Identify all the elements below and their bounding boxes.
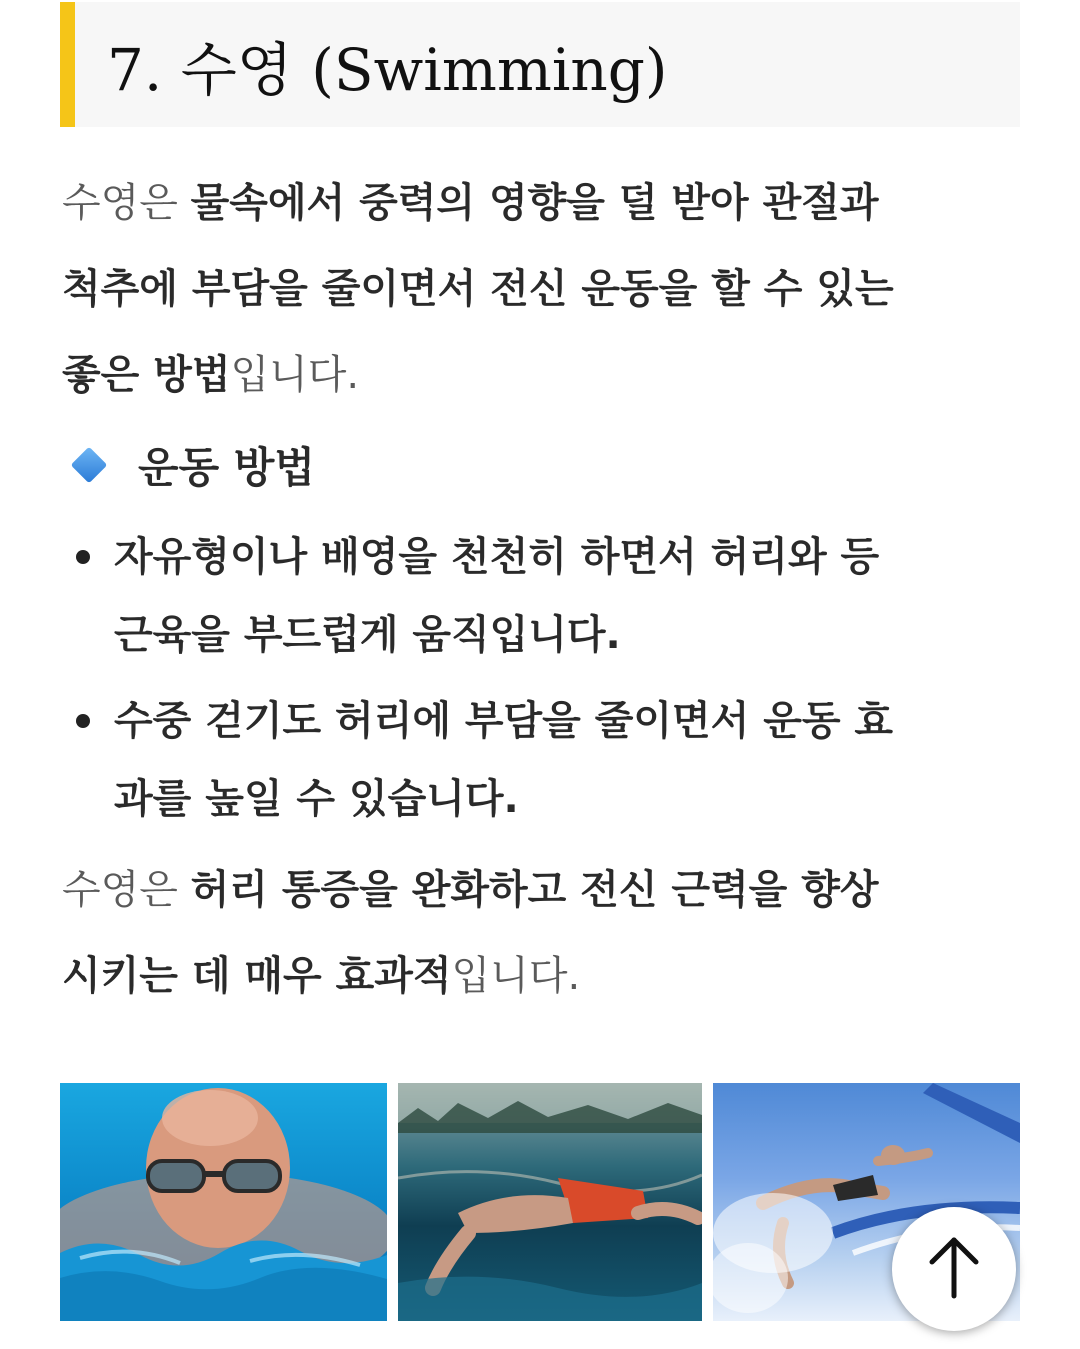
method-subheading [70,425,315,505]
intro-line-3-bold: 좋은 방법 [62,352,231,398]
method-title: 운동 방법 [138,443,315,492]
gallery-image-underwater-floater[interactable] [398,1083,702,1321]
arrow-up-icon [924,1232,984,1306]
list-item-line-1: 자유형이나 배영을 천천히 하면서 허리와 등 [114,534,880,580]
bullet-icon [76,714,90,728]
blue-diamond-icon [71,447,108,484]
intro-line-1 [62,160,1022,246]
method-list [62,518,1022,846]
section-title: 7. 수영 (Swimming) [107,36,668,104]
list-item-line-1: 수중 걷기도 허리에 부담을 줄이면서 운동 효 [114,698,894,744]
summary-line-2 [62,933,1022,1019]
summary-line-2-bold: 시키는 데 매우 효과적 [62,953,452,999]
summary-line-1-light: 수영은 [62,867,191,913]
intro-line-2-bold: 척추에 부담을 줄이면서 전신 운동을 할 수 있는 [62,266,894,312]
image-gallery [60,1083,1020,1321]
list-item-line-2: 과를 높일 수 있습니다. [114,776,519,822]
summary-line-1-bold: 허리 통증을 완화하고 전신 근력을 향상 [190,867,879,913]
intro-line-1-light: 수영은 [62,180,191,226]
intro-line-2 [62,246,1022,332]
intro-paragraph [62,160,1022,418]
gallery-image-swimmer-goggles[interactable] [60,1083,387,1321]
intro-line-3 [62,332,1022,418]
summary-line-2-light: 입니다. [451,953,581,999]
summary-paragraph [62,847,1022,1019]
list-item [62,518,1022,674]
section-heading [60,2,1020,127]
summary-line-1 [62,847,1022,933]
scroll-to-top-button[interactable] [892,1207,1016,1331]
list-item [62,682,1022,838]
bullet-icon [76,550,90,564]
list-item-line-2: 근육을 부드럽게 움직입니다. [114,612,621,658]
intro-line-1-bold: 물속에서 중력의 영향을 덜 받아 관절과 [190,180,879,226]
intro-line-3-light: 입니다. [230,352,360,398]
